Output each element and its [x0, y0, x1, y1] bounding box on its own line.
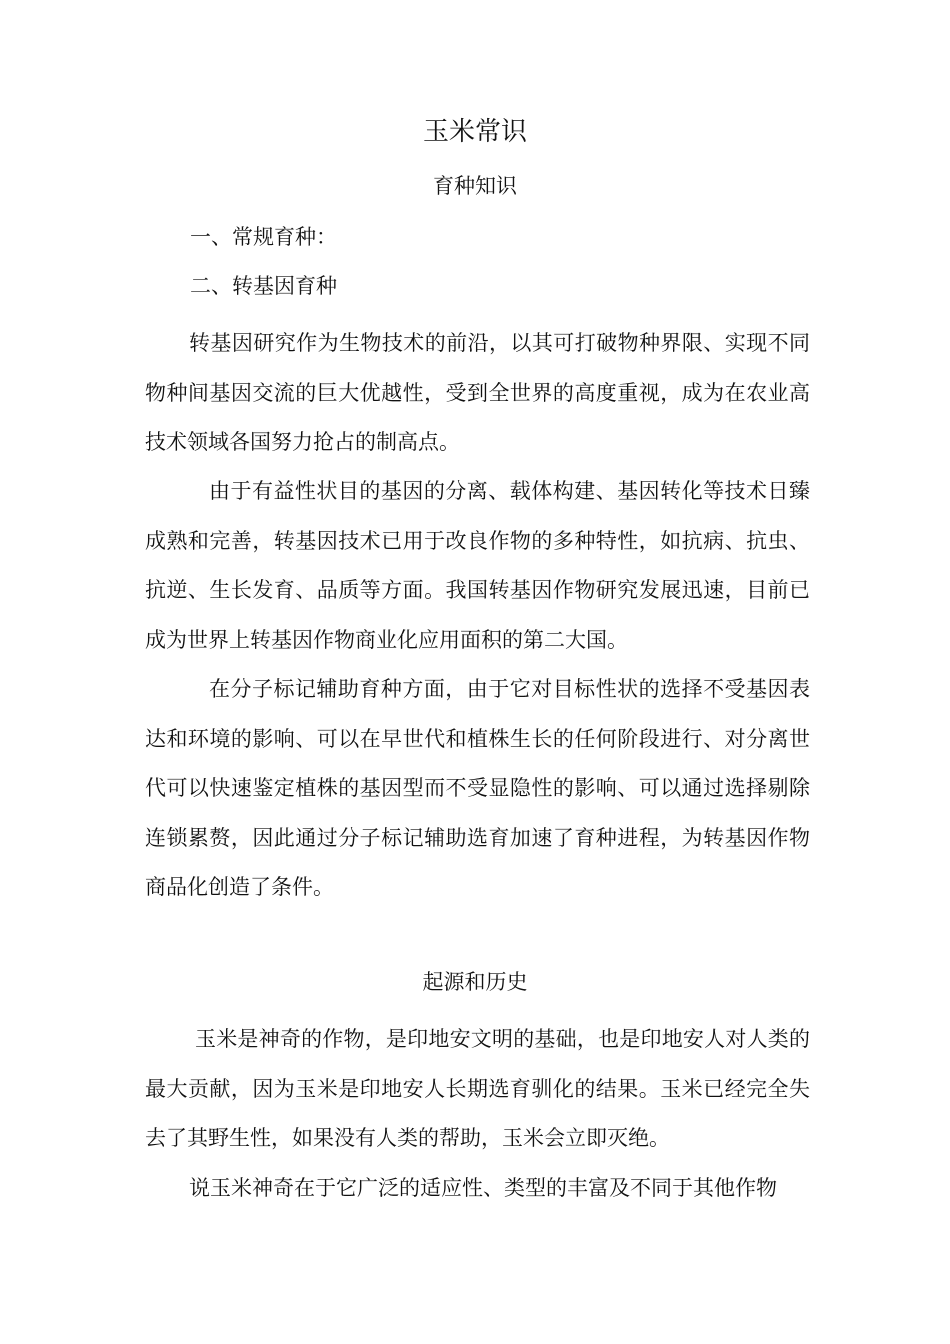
paragraph-corn-origin: 玉米是神奇的作物，是印地安文明的基础，也是印地安人对人类的最大贡献，因为玉米是印地安人长期选育驯化的结果。玉米已经完全失去了其野生性，如果没有人类的帮助，玉米会立即灭绝。 [145, 1027, 810, 1151]
paragraph-marker-assisted-breeding: 在分子标记辅助育种方面，由于它对目标性状的选择不受基因表达和环境的影响、可以在早世代和植株生长的任何阶段进行、对分离世代可以快速鉴定植株的基因型而不受显隐性的影响、可以通过选择剔除连锁累赘，因此通过分子标记辅助选育加速了育种进程，为转基因作物商品化创造了条件。 [145, 677, 810, 900]
section-heading-origin-history: 起源和历史 [422, 970, 528, 994]
list-item-conventional-breeding: 一、常规育种： [190, 225, 337, 249]
paragraph-corn-adaptability: 说玉米神奇在于它广泛的适应性、类型的丰富及不同于其他作物 [189, 1176, 777, 1200]
document-title: 玉米常识 [422, 117, 527, 147]
paragraph-transgenic-technology: 由于有益性状目的基因的分离、载体构建、基因转化等技术日臻成熟和完善，转基因技术已用于改良作物的多种特性，如抗病、抗虫、抗逆、生长发育、品质等方面。我国转基因作物研究发展迅速，目前已成为世界上转基因作物商业化应用面积的第二大国。 [145, 479, 810, 652]
list-item-transgenic-breeding: 二、转基因育种 [190, 274, 337, 298]
paragraph-transgenic-research: 转基因研究作为生物技术的前沿，以其可打破物种界限、实现不同物种间基因交流的巨大优越性，受到全世界的高度重视，成为在农业高技术领域各国努力抢占的制高点。 [145, 331, 810, 455]
section-heading-breeding: 育种知识 [433, 174, 517, 198]
